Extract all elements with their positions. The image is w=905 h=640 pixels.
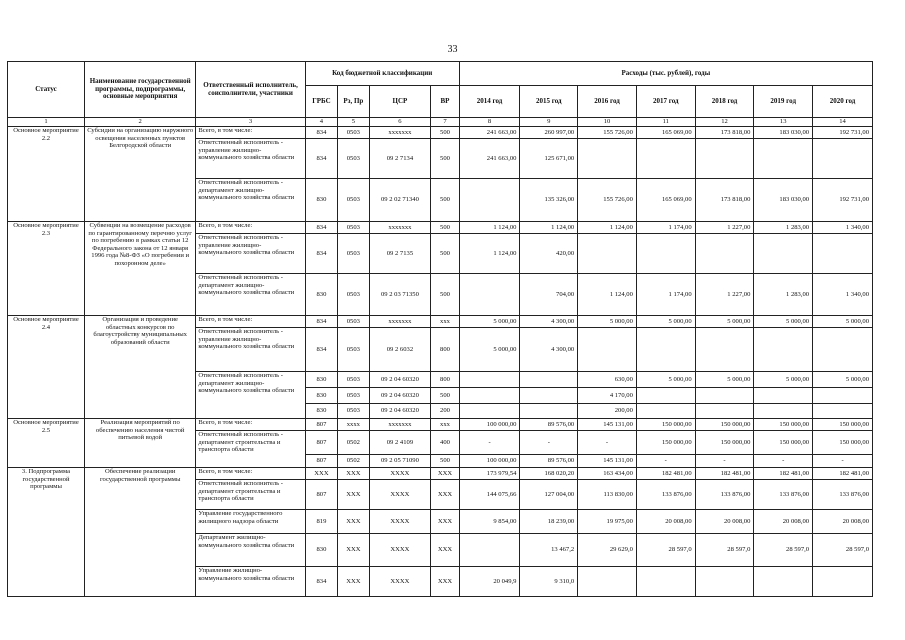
status-cell: Основное мероприятие 2.5 [8, 419, 85, 468]
rzpr-cell: 0502 [338, 455, 369, 468]
header-year: 2014 год [459, 86, 520, 118]
rzpr-cell: 0503 [338, 388, 369, 404]
column-index: 7 [431, 118, 459, 127]
header-rzpr: Рз, Пр [338, 86, 369, 118]
amount-cell: 150 000,00 [636, 419, 695, 431]
rzpr-cell: XXX [338, 510, 369, 534]
vr-cell: 500 [431, 388, 459, 404]
header-year: 2017 год [636, 86, 695, 118]
header-code-group: Код бюджетной классификации [305, 62, 459, 86]
amount-cell: 4 300,00 [520, 328, 578, 372]
amount-cell: 5 000,00 [636, 316, 695, 328]
vr-cell: 800 [431, 328, 459, 372]
vr-cell: 400 [431, 431, 459, 455]
amount-cell: 5 000,00 [754, 372, 813, 388]
rzpr-cell: 0503 [338, 222, 369, 234]
amount-cell: 20 008,00 [695, 510, 754, 534]
responsible-cell: Всего, в том числе: [196, 127, 305, 139]
amount-cell [695, 328, 754, 372]
amount-cell: 150 000,00 [695, 431, 754, 455]
column-index: 8 [459, 118, 520, 127]
status-cell: Основное мероприятие 2.3 [8, 222, 85, 316]
amount-cell: 9 310,0 [520, 567, 578, 597]
grbs-cell: 834 [305, 328, 337, 372]
responsible-cell: Ответственный исполнитель - департамент жилищно-коммунального хозяйства области [196, 179, 305, 222]
amount-cell: 133 876,00 [813, 480, 873, 510]
vr-cell: XXX [431, 468, 459, 480]
grbs-cell: 834 [305, 222, 337, 234]
vr-cell: 500 [431, 179, 459, 222]
csr-cell: XXXX [369, 480, 431, 510]
column-index: 6 [369, 118, 431, 127]
grbs-cell: 807 [305, 455, 337, 468]
header-vr: ВР [431, 86, 459, 118]
amount-cell: 260 997,00 [520, 127, 578, 139]
amount-cell: 20 049,9 [459, 567, 520, 597]
amount-cell: 18 239,00 [520, 510, 578, 534]
column-index: 3 [196, 118, 305, 127]
amount-cell: - [459, 431, 520, 455]
grbs-cell: 830 [305, 179, 337, 222]
vr-cell: 500 [431, 455, 459, 468]
rzpr-cell: 0503 [338, 328, 369, 372]
amount-cell [813, 567, 873, 597]
responsible-cell: Всего, в том числе: [196, 316, 305, 328]
amount-cell: 125 671,00 [520, 139, 578, 179]
amount-cell: 183 030,00 [754, 179, 813, 222]
amount-cell: 144 075,66 [459, 480, 520, 510]
amount-cell: 1 124,00 [578, 222, 637, 234]
name-cell: Обеспечение реализации государственной программы [84, 468, 195, 597]
vr-cell: ххх [431, 419, 459, 431]
amount-cell [636, 388, 695, 404]
amount-cell: 150 000,00 [754, 431, 813, 455]
rzpr-cell: 0502 [338, 431, 369, 455]
amount-cell [695, 388, 754, 404]
amount-cell: 155 726,00 [578, 127, 637, 139]
vr-cell: 200 [431, 404, 459, 419]
vr-cell: XXX [431, 480, 459, 510]
amount-cell: - [813, 455, 873, 468]
grbs-cell: 830 [305, 274, 337, 316]
amount-cell: 150 000,00 [754, 419, 813, 431]
amount-cell [520, 372, 578, 388]
amount-cell [578, 328, 637, 372]
amount-cell: 1 340,00 [813, 274, 873, 316]
grbs-cell: 830 [305, 388, 337, 404]
amount-cell: 182 481,00 [813, 468, 873, 480]
amount-cell: 165 069,00 [636, 127, 695, 139]
status-cell: 3. Подпрограмма государственной программы [8, 468, 85, 597]
rzpr-cell: 0503 [338, 139, 369, 179]
header-year: 2015 год [520, 86, 578, 118]
table-row [8, 468, 873, 480]
csr-cell: 09 2 04 60320 [369, 388, 431, 404]
amount-cell: 5 000,00 [695, 316, 754, 328]
amount-cell [578, 234, 637, 274]
column-index: 4 [305, 118, 337, 127]
responsible-cell: Ответственный исполнитель - департамент строительства и транспорта области [196, 431, 305, 468]
amount-cell [459, 388, 520, 404]
amount-cell: 182 481,00 [636, 468, 695, 480]
grbs-cell: 834 [305, 127, 337, 139]
amount-cell [695, 404, 754, 419]
amount-cell: 1 124,00 [459, 222, 520, 234]
column-index: 5 [338, 118, 369, 127]
amount-cell [695, 234, 754, 274]
amount-cell [813, 139, 873, 179]
amount-cell [459, 274, 520, 316]
responsible-cell: Департамент жилищно-коммунального хозяйства области [196, 534, 305, 567]
status-cell: Основное мероприятие 2.2 [8, 127, 85, 222]
header-year: 2018 год [695, 86, 754, 118]
amount-cell: 133 876,00 [754, 480, 813, 510]
amount-cell: 4 300,00 [520, 316, 578, 328]
amount-cell: 89 576,00 [520, 455, 578, 468]
amount-cell: - [636, 455, 695, 468]
amount-cell: - [520, 431, 578, 455]
rzpr-cell: 0503 [338, 234, 369, 274]
grbs-cell: 834 [305, 139, 337, 179]
amount-cell: - [578, 431, 637, 455]
amount-cell: 20 008,00 [813, 510, 873, 534]
rzpr-cell: 0503 [338, 372, 369, 388]
amount-cell: 420,00 [520, 234, 578, 274]
csr-cell: XXXX [369, 510, 431, 534]
amount-cell: 155 726,00 [578, 179, 637, 222]
table-row [8, 222, 873, 234]
amount-cell: 168 020,20 [520, 468, 578, 480]
amount-cell [459, 179, 520, 222]
amount-cell [578, 567, 637, 597]
header-year: 2016 год [578, 86, 637, 118]
amount-cell: 28 597,0 [636, 534, 695, 567]
amount-cell: 29 629,0 [578, 534, 637, 567]
header-expenses-group: Расходы (тыс. рублей), годы [459, 62, 872, 86]
amount-cell: 150 000,00 [813, 431, 873, 455]
rzpr-cell: 0503 [338, 274, 369, 316]
grbs-cell: 807 [305, 419, 337, 431]
csr-cell: ххххххх [369, 316, 431, 328]
amount-cell: 5 000,00 [578, 316, 637, 328]
column-index: 11 [636, 118, 695, 127]
rzpr-cell: 0503 [338, 404, 369, 419]
grbs-cell: 807 [305, 480, 337, 510]
column-index: 14 [813, 118, 873, 127]
vr-cell: 800 [431, 372, 459, 388]
amount-cell: 200,00 [578, 404, 637, 419]
column-index: 12 [695, 118, 754, 127]
amount-cell: 5 000,00 [754, 316, 813, 328]
csr-cell: XXXX [369, 534, 431, 567]
amount-cell: 133 876,00 [636, 480, 695, 510]
header-year: 2019 год [754, 86, 813, 118]
amount-cell: 113 830,00 [578, 480, 637, 510]
responsible-cell: Управление жилищно-коммунального хозяйства области [196, 567, 305, 597]
rzpr-cell: хххх [338, 419, 369, 431]
csr-cell: 09 2 7134 [369, 139, 431, 179]
table-row [8, 127, 873, 139]
status-cell: Основное мероприятие 2.4 [8, 316, 85, 419]
amount-cell [636, 139, 695, 179]
amount-cell: 5 000,00 [813, 316, 873, 328]
amount-cell: 173 818,00 [695, 179, 754, 222]
column-index: 10 [578, 118, 637, 127]
column-index: 1 [8, 118, 85, 127]
amount-cell: 1 283,00 [754, 274, 813, 316]
amount-cell [459, 372, 520, 388]
header-csr: ЦСР [369, 86, 431, 118]
header-status: Статус [8, 62, 85, 118]
rzpr-cell: 0503 [338, 316, 369, 328]
amount-cell: 150 000,00 [813, 419, 873, 431]
amount-cell: 5 000,00 [459, 328, 520, 372]
csr-cell: ххххххх [369, 222, 431, 234]
amount-cell: 1 227,00 [695, 222, 754, 234]
amount-cell: - [754, 455, 813, 468]
amount-cell [813, 234, 873, 274]
rzpr-cell: 0503 [338, 127, 369, 139]
amount-cell: 28 597,0 [813, 534, 873, 567]
vr-cell: XXX [431, 567, 459, 597]
amount-cell: 145 131,00 [578, 419, 637, 431]
csr-cell: ххххххх [369, 127, 431, 139]
amount-cell: 100 000,00 [459, 419, 520, 431]
amount-cell: 241 663,00 [459, 127, 520, 139]
amount-cell: 133 876,00 [695, 480, 754, 510]
csr-cell: ххххххх [369, 419, 431, 431]
amount-cell: 1 174,00 [636, 274, 695, 316]
responsible-cell: Ответственный исполнитель - управление жилищно-коммунального хозяйства области [196, 139, 305, 179]
responsible-cell: Ответственный исполнитель - управление жилищно-коммунального хозяйства области [196, 234, 305, 274]
amount-cell: 5 000,00 [459, 316, 520, 328]
amount-cell: 20 008,00 [636, 510, 695, 534]
responsible-cell: Всего, в том числе: [196, 419, 305, 431]
grbs-cell: 830 [305, 534, 337, 567]
amount-cell: - [695, 455, 754, 468]
amount-cell: 183 030,00 [754, 127, 813, 139]
vr-cell: ххх [431, 316, 459, 328]
column-index: 9 [520, 118, 578, 127]
name-cell: Реализация мероприятий по обеспечению населения чистой питьевой водой [84, 419, 195, 468]
name-cell: Организация и проведение областных конкурсов по благоустройству муниципальных образований области [84, 316, 195, 419]
amount-cell: 241 663,00 [459, 139, 520, 179]
amount-cell: 182 481,00 [754, 468, 813, 480]
responsible-cell: Ответственный исполнитель - управление жилищно-коммунального хозяйства области [196, 328, 305, 372]
amount-cell: 192 731,00 [813, 179, 873, 222]
amount-cell [813, 404, 873, 419]
csr-cell: 09 2 04 60320 [369, 372, 431, 388]
amount-cell [459, 404, 520, 419]
header-grbs: ГРБС [305, 86, 337, 118]
amount-cell [636, 404, 695, 419]
amount-cell [578, 139, 637, 179]
amount-cell: 4 170,00 [578, 388, 637, 404]
amount-cell: 20 008,00 [754, 510, 813, 534]
csr-cell: 09 2 05 71090 [369, 455, 431, 468]
amount-cell [754, 567, 813, 597]
amount-cell: 100 000,00 [459, 455, 520, 468]
responsible-cell: Всего, в том числе: [196, 222, 305, 234]
header-year: 2020 год [813, 86, 873, 118]
amount-cell: 163 434,00 [578, 468, 637, 480]
vr-cell: 500 [431, 274, 459, 316]
grbs-cell: 807 [305, 431, 337, 455]
amount-cell [636, 328, 695, 372]
amount-cell: 1 124,00 [520, 222, 578, 234]
rzpr-cell: 0503 [338, 179, 369, 222]
amount-cell: 1 283,00 [754, 222, 813, 234]
amount-cell: 1 227,00 [695, 274, 754, 316]
amount-cell [754, 139, 813, 179]
amount-cell: 28 597,0 [754, 534, 813, 567]
responsible-cell: Всего, в том числе: [196, 468, 305, 480]
amount-cell [636, 234, 695, 274]
header-responsible: Ответственный исполнитель, соисполнители, участники [196, 62, 305, 118]
vr-cell: 500 [431, 139, 459, 179]
csr-cell: 09 2 4109 [369, 431, 431, 455]
amount-cell: 89 576,00 [520, 419, 578, 431]
amount-cell [754, 388, 813, 404]
amount-cell [459, 534, 520, 567]
amount-cell: 165 069,00 [636, 179, 695, 222]
grbs-cell: 834 [305, 316, 337, 328]
vr-cell: XXX [431, 534, 459, 567]
grbs-cell: 830 [305, 404, 337, 419]
amount-cell [520, 404, 578, 419]
amount-cell [695, 139, 754, 179]
amount-cell [813, 388, 873, 404]
amount-cell: 5 000,00 [636, 372, 695, 388]
amount-cell [754, 404, 813, 419]
csr-cell: 09 2 03 71350 [369, 274, 431, 316]
csr-cell: 09 2 04 60320 [369, 404, 431, 419]
csr-cell: XXXX [369, 468, 431, 480]
amount-cell: 173 979,54 [459, 468, 520, 480]
amount-cell: 5 000,00 [695, 372, 754, 388]
amount-cell [754, 328, 813, 372]
vr-cell: 500 [431, 234, 459, 274]
page-number: 33 [447, 44, 458, 55]
csr-cell: 09 2 02 71340 [369, 179, 431, 222]
amount-cell [520, 388, 578, 404]
budget-table [7, 61, 873, 597]
amount-cell: 5 000,00 [813, 372, 873, 388]
amount-cell: 127 004,00 [520, 480, 578, 510]
grbs-cell: XXX [305, 468, 337, 480]
vr-cell: XXX [431, 510, 459, 534]
table-row [8, 316, 873, 328]
column-index: 2 [84, 118, 195, 127]
csr-cell: 09 2 6032 [369, 328, 431, 372]
amount-cell [695, 567, 754, 597]
name-cell: Субвенции на возмещение расходов по гарантированному перечню услуг по погребению в рамках статьи 12 Федерального закона от 12 января 1996 года №8-ФЗ «О погребении и похоронном деле» [84, 222, 195, 316]
amount-cell: 13 467,2 [520, 534, 578, 567]
csr-cell: XXXX [369, 567, 431, 597]
rzpr-cell: XXX [338, 480, 369, 510]
amount-cell [754, 234, 813, 274]
amount-cell: 145 131,00 [578, 455, 637, 468]
amount-cell: 182 481,00 [695, 468, 754, 480]
csr-cell: 09 2 7135 [369, 234, 431, 274]
amount-cell [636, 567, 695, 597]
amount-cell: 1 124,00 [578, 274, 637, 316]
responsible-cell: Ответственный исполнитель - департамент жилищно-коммунального хозяйства области [196, 372, 305, 419]
grbs-cell: 819 [305, 510, 337, 534]
name-cell: Субсидии на организацию наружного освещения населенных пунктов Белгородской области [84, 127, 195, 222]
responsible-cell: Ответственный исполнитель - департамент жилищно-коммунального хозяйства области [196, 274, 305, 316]
amount-cell [813, 328, 873, 372]
amount-cell: 28 597,0 [695, 534, 754, 567]
amount-cell: 9 854,00 [459, 510, 520, 534]
amount-cell: 135 326,00 [520, 179, 578, 222]
column-index: 13 [754, 118, 813, 127]
amount-cell: 1 174,00 [636, 222, 695, 234]
rzpr-cell: XXX [338, 534, 369, 567]
amount-cell: 704,00 [520, 274, 578, 316]
amount-cell: 1 124,00 [459, 234, 520, 274]
vr-cell: 500 [431, 127, 459, 139]
amount-cell: 150 000,00 [636, 431, 695, 455]
grbs-cell: 834 [305, 234, 337, 274]
amount-cell: 630,00 [578, 372, 637, 388]
amount-cell: 1 340,00 [813, 222, 873, 234]
header-name: Наименование государственной программы, подпрограммы, основные мероприятия [84, 62, 195, 118]
vr-cell: 500 [431, 222, 459, 234]
rzpr-cell: XXX [338, 567, 369, 597]
amount-cell: 173 818,00 [695, 127, 754, 139]
responsible-cell: Управление государственного жилищного надзора области [196, 510, 305, 534]
responsible-cell: Ответственный исполнитель - департамент строительства и транспорта области [196, 480, 305, 510]
grbs-cell: 830 [305, 372, 337, 388]
amount-cell: 150 000,00 [695, 419, 754, 431]
grbs-cell: 834 [305, 567, 337, 597]
rzpr-cell: XXX [338, 468, 369, 480]
amount-cell: 19 975,00 [578, 510, 637, 534]
amount-cell: 192 731,00 [813, 127, 873, 139]
table-row [8, 419, 873, 431]
